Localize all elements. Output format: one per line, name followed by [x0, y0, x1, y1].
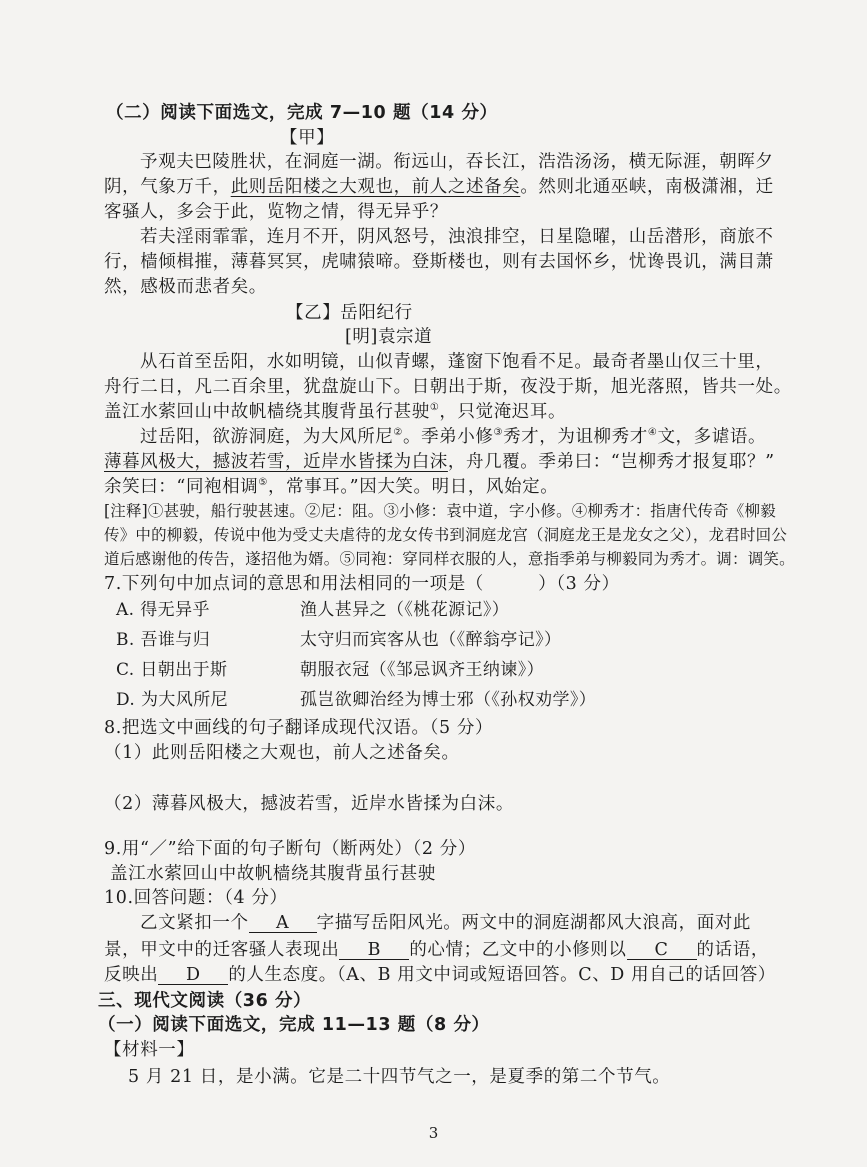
- question-7-stem: 7.下列句中加点词的意思和用法相同的一项是（ ）（3 分）: [104, 574, 620, 594]
- material-label: 【材料一】: [104, 1040, 195, 1060]
- passage-line: 余笑曰：“同袍相调⑤，常事耳。”因大笑。明日，风始定。: [104, 477, 559, 497]
- page-number: 3: [428, 1124, 439, 1142]
- answer-blank-d[interactable]: D: [158, 966, 228, 985]
- passage-line: 客骚人，多会于此，览物之情，得无异乎？: [104, 202, 448, 222]
- passage-line: 阴，气象万千，此则岳阳楼之大观也，前人之述备矣。然则北通巫峡，南极潇湘，迁: [104, 177, 774, 197]
- option-d: D. 为大风所尼: [116, 690, 229, 710]
- option-d-pair: 孤岂欲卿治经为博士邪（《孙权劝学》）: [300, 690, 597, 710]
- question-9-sentence: 盖江水萦回山中故帆樯绕其腹背虽行甚驶: [110, 864, 436, 884]
- answer-blank-c[interactable]: C: [627, 941, 697, 960]
- annotation: [注释]①甚驶，船行驶甚速。②尼：阻。③小修：袁中道，字小修。④柳秀才：指唐代传奇《柳毅: [104, 502, 776, 520]
- passage-yi-title: 【乙】岳阳纪行: [286, 303, 413, 323]
- passage-line: 舟行二日，凡二百余里，犹盘旋山下。日朝出于斯，夜没于斯，旭光落照，皆共一处。: [104, 377, 792, 397]
- question-8-item-1: （1）此则岳阳楼之大观也，前人之述备矣。: [104, 743, 460, 763]
- passage-line: 然，感极而悲者矣。: [104, 277, 267, 297]
- option-b-pair: 太守归而宾客从也（《醉翁亭记》）: [300, 630, 562, 650]
- section-heading: （二）阅读下面选文，完成 7—10 题（14 分）: [106, 103, 498, 123]
- question-8-stem: 8.把选文中画线的句子翻译成现代汉语。（5 分）: [104, 718, 494, 738]
- option-a: A. 得无异乎: [116, 600, 210, 620]
- option-b: B. 吾谁与归: [116, 630, 211, 650]
- passage-line: 盖江水萦回山中故帆樯绕其腹背虽行甚驶①，只觉淹迟耳。: [104, 402, 567, 422]
- option-a-pair: 渔人甚异之（《桃花源记》）: [300, 600, 510, 620]
- question-10-stem: 10.回答问题：（4 分）: [104, 888, 288, 908]
- annotation: 道后感谢他的传告，遂招他为婿。⑤同袍：穿同样衣服的人，意指季弟与柳毅同为秀才。调：调笑。: [104, 550, 795, 568]
- question-8-item-2: （2）薄暮风极大，撼波若雪，近岸水皆揉为白沫。: [104, 794, 514, 814]
- underlined-sentence-2: 薄暮风极大，撼波若雪，近岸水皆揉为白沫: [104, 452, 448, 472]
- passage-line: 行，樯倾楫摧，薄暮冥冥，虎啸猿啼。登斯楼也，则有去国怀乡，忧谗畏讥，满目萧: [104, 252, 774, 272]
- annotation: 传》中的柳毅，传说中他为受丈夫虐待的龙女传书到洞庭龙宫（洞庭龙王是龙女之父），龙君时回公: [104, 526, 788, 544]
- passage-line: 从石首至岳阳，水如明镜，山似青螺，蓬窗下饱看不足。最奇者墨山仅三十里，: [140, 352, 774, 372]
- material-line: 5 月 21 日，是小满。它是二十四节气之一，是夏季的第二个节气。: [128, 1067, 671, 1087]
- passage-jia-label: 【甲】: [280, 128, 335, 148]
- underlined-sentence-1: 此则岳阳楼之大观也，前人之述备矣: [230, 177, 521, 197]
- passage-yi-author: [明]袁宗道: [345, 327, 433, 347]
- question-10-line: 乙文紧扣一个 A 字描写岳阳风光。两文中的洞庭湖都风大浪高，面对此: [140, 913, 752, 933]
- answer-blank-a[interactable]: A: [249, 914, 317, 933]
- question-10-line: 反映出 D 的人生态度。（A、B 用文中词或短语回答。C、D 用自己的话回答）: [104, 965, 776, 985]
- passage-line: 予观夫巴陵胜状，在洞庭一湖。衔远山，吞长江，浩浩汤汤，横无际涯，朝晖夕: [140, 152, 774, 172]
- passage-line: 薄暮风极大，撼波若雪，近岸水皆揉为白沫，舟几覆。季弟曰：“岂柳秀才报复耶？”: [104, 452, 775, 472]
- passage-line: 若夫淫雨霏霏，连月不开，阴风怒号，浊浪排空，日星隐曜，山岳潜形，商旅不: [140, 227, 774, 247]
- answer-blank-b[interactable]: B: [339, 941, 409, 960]
- section-3-subheading: （一）阅读下面选文，完成 11—13 题（8 分）: [98, 1015, 490, 1035]
- option-c: C. 日朝出于斯: [116, 660, 228, 680]
- option-c-pair: 朝服衣冠（《邹忌讽齐王纳谏》）: [300, 660, 544, 680]
- passage-line: 过岳阳，欲游洞庭，为大风所尼②。季弟小修③秀才，为诅柳秀才④文，多谑语。: [140, 427, 767, 447]
- section-3-heading: 三、现代文阅读（36 分）: [98, 991, 312, 1011]
- question-10-line: 景，甲文中的迁客骚人表现出 B 的心情；乙文中的小修则以 C 的话语，: [104, 940, 769, 960]
- question-9-stem: 9.用“／”给下面的句子断句（断两处）（2 分）: [104, 839, 476, 859]
